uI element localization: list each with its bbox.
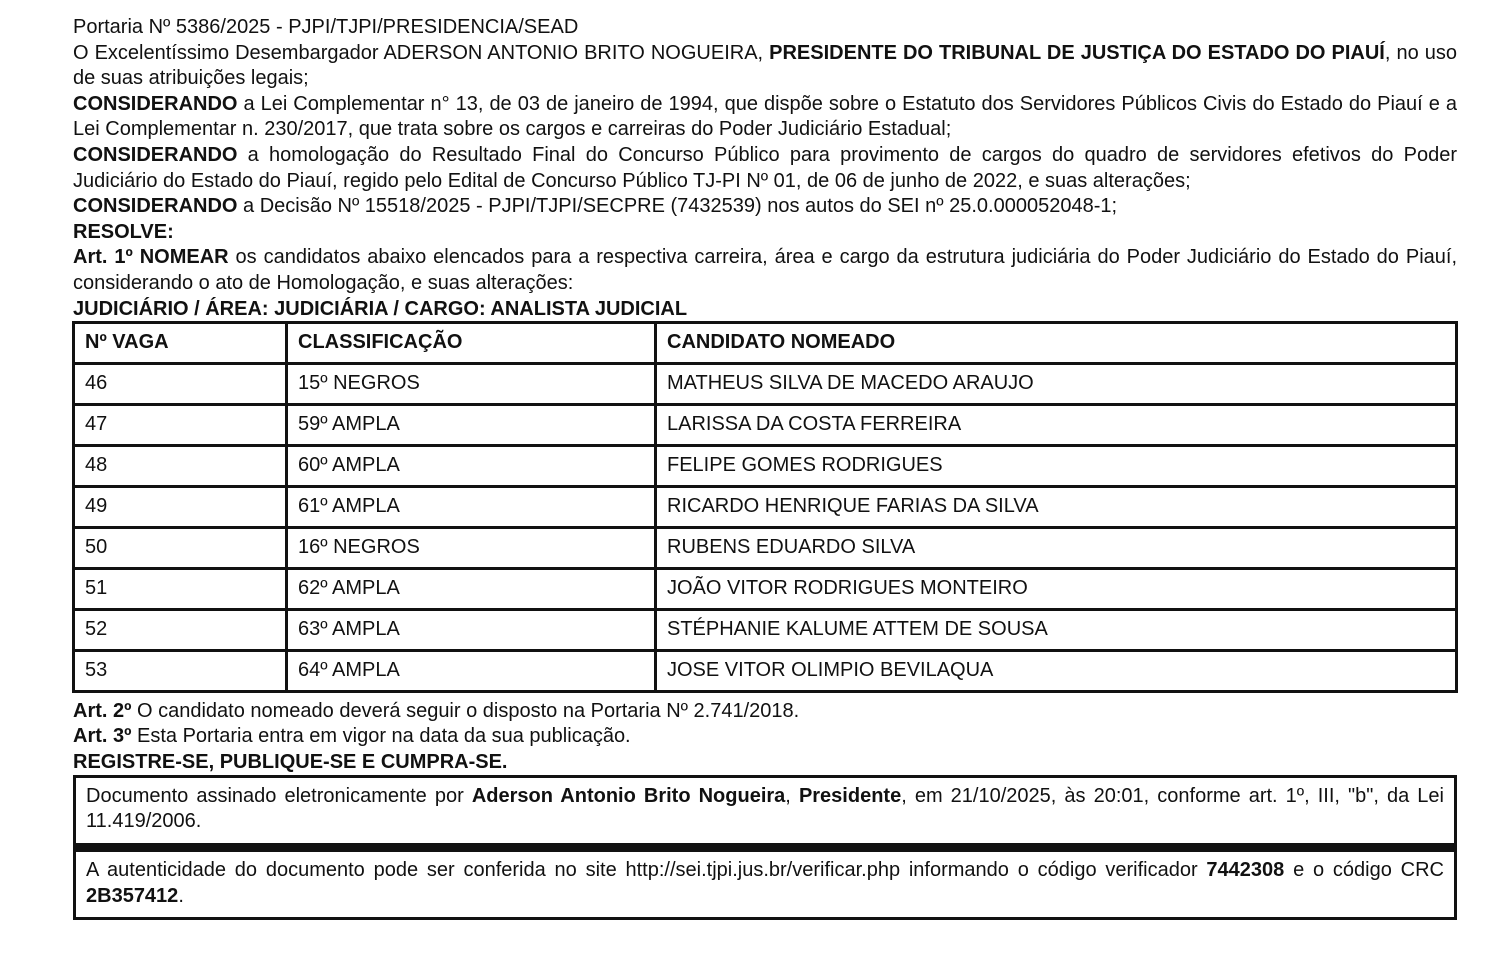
signer-name: Aderson Antonio Brito Nogueira (471, 784, 786, 807)
authenticity-pre: A autenticidade do documento pode ser conferida no site http://sei.tjpi.jus.br/verificar.php informando o código verificador (86, 858, 1207, 881)
considerando-text: a Lei Complementar n° 13, de 03 de janeiro de 1994, que dispõe sobre o Estatuto dos Servidores Públicos Civis do Estado do Piauí e a Lei Complementar n. 230/2017, que trata sobre os cargos e carreiras do Poder Judiciário Estadual; (73, 92, 1457, 141)
resolve-heading: RESOLVE: (73, 220, 174, 243)
preamble-intro: O Excelentíssimo Desembargador ADERSON ANTONIO BRITO NOGUEIRA, (73, 41, 770, 64)
cell-vaga: 48 (75, 447, 285, 485)
nomination-table (72, 321, 1458, 693)
considerando-2 (73, 143, 1457, 194)
article-3-text: Esta Portaria entra em vigor na data da sua publicação. (131, 725, 631, 748)
signature-sep: , (785, 784, 799, 807)
article-2-text: O candidato nomeado deverá seguir o disposto na Portaria Nº 2.741/2018. (131, 699, 800, 722)
cell-candidato: MATHEUS SILVA DE MACEDO ARAUJO (657, 365, 1455, 403)
table-row (75, 365, 1455, 403)
table-row (75, 488, 1455, 526)
cell-classificacao: 15º NEGROS (288, 365, 654, 403)
cell-vaga: 53 (75, 652, 285, 690)
cell-candidato: LARISSA DA COSTA FERREIRA (657, 406, 1455, 444)
cell-vaga: 49 (75, 488, 285, 526)
article-1 (73, 245, 1457, 296)
authenticity-box (73, 849, 1457, 920)
considerando-text: a Decisão Nº 15518/2025 - PJPI/TJPI/SECPRE (7432539) nos autos do SEI nº 25.0.000052048-1; (237, 195, 1118, 218)
section-title: JUDICIÁRIO / ÁREA: JUDICIÁRIA / CARGO: ANALISTA JUDICIAL (73, 297, 688, 320)
cell-vaga: 52 (75, 611, 285, 649)
cell-candidato: FELIPE GOMES RODRIGUES (657, 447, 1455, 485)
article-2-label: Art. 2º (73, 699, 132, 722)
cell-classificacao: 64º AMPLA (288, 652, 654, 690)
table-row (75, 406, 1455, 444)
cell-classificacao: 61º AMPLA (288, 488, 654, 526)
table-row (75, 652, 1455, 690)
crc-code: 2B357412 (86, 884, 179, 907)
cell-classificacao: 59º AMPLA (288, 406, 654, 444)
portaria-number: Portaria Nº 5386/2025 - PJPI/TJPI/PRESIDENCIA/SEAD (73, 16, 579, 38)
cell-candidato: JOSE VITOR OLIMPIO BEVILAQUA (657, 652, 1455, 690)
preamble-title: PRESIDENTE DO TRIBUNAL DE JUSTIÇA DO ESTADO DO PIAUÍ (769, 41, 1385, 64)
signer-role: Presidente (798, 784, 902, 807)
cell-vaga: 47 (75, 406, 285, 444)
header-classificacao: CLASSIFICAÇÃO (288, 324, 654, 362)
cell-candidato: RUBENS EDUARDO SILVA (657, 529, 1455, 567)
cell-classificacao: 60º AMPLA (288, 447, 654, 485)
cell-classificacao: 16º NEGROS (288, 529, 654, 567)
cell-classificacao: 62º AMPLA (288, 570, 654, 608)
authenticity-post: . (178, 884, 184, 907)
considerando-label: CONSIDERANDO (73, 143, 238, 166)
preamble-tail: , no uso de suas atribuições legais; (73, 41, 1457, 90)
header-vaga: Nº VAGA (75, 324, 285, 362)
document-page (73, 15, 1457, 920)
closing-formula: REGISTRE-SE, PUBLIQUE-SE E CUMPRA-SE. (73, 750, 508, 773)
cell-classificacao: 63º AMPLA (288, 611, 654, 649)
cell-vaga: 46 (75, 365, 285, 403)
article-1-text: os candidatos abaixo elencados para a respectiva carreira, área e cargo da estrutura judiciária do Poder Judiciário do Estado do Piauí, considerando o ato de Homologação, e suas alterações: (73, 246, 1457, 294)
article-3-label: Art. 3º (73, 725, 132, 748)
cell-candidato: JOÃO VITOR RODRIGUES MONTEIRO (657, 570, 1455, 608)
article-2 (73, 699, 1457, 725)
table-row (75, 611, 1455, 649)
signature-post: , em 21/10/2025, às 20:01, conforme art. 1º, III, "b", da Lei 11.419/2006. (86, 784, 1444, 833)
verification-code: 7442308 (1206, 858, 1285, 881)
considerando-label: CONSIDERANDO (73, 195, 238, 218)
cell-vaga: 50 (75, 529, 285, 567)
article-3 (73, 724, 1457, 750)
signature-box (73, 775, 1457, 846)
authenticity-mid: e o código CRC (1284, 858, 1444, 881)
preamble (73, 41, 1457, 92)
considerando-text: a homologação do Resultado Final do Concurso Público para provimento de cargos do quadro de servidores efetivos do Poder Judiciário do Estado do Piauí, regido pelo Edital de Concurso Público TJ-PI Nº 01, de 06 de junho de 2022, e suas alterações; (73, 143, 1457, 192)
cell-candidato: RICARDO HENRIQUE FARIAS DA SILVA (657, 488, 1455, 526)
table-row (75, 570, 1455, 608)
signature-pre: Documento assinado eletronicamente por (86, 784, 472, 807)
considerando-label: CONSIDERANDO (73, 92, 238, 115)
considerando-1 (73, 92, 1457, 143)
article-1-label: Art. 1º NOMEAR (73, 246, 229, 269)
header-candidato: CANDIDATO NOMEADO (657, 324, 1455, 362)
considerando-3 (73, 194, 1457, 220)
cell-vaga: 51 (75, 570, 285, 608)
table-header-row (75, 324, 1455, 362)
cell-candidato: STÉPHANIE KALUME ATTEM DE SOUSA (657, 611, 1455, 649)
table-row (75, 529, 1455, 567)
table-row (75, 447, 1455, 485)
